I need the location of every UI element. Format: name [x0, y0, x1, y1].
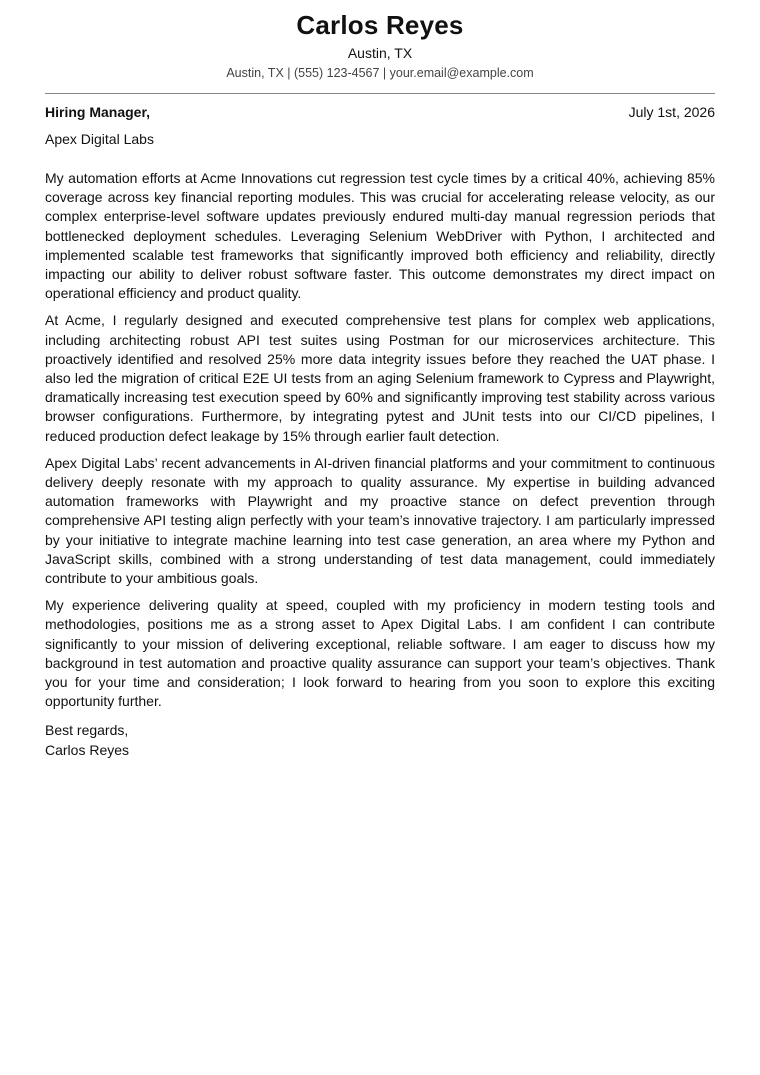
recipient-name: Hiring Manager,	[45, 104, 151, 120]
header-divider	[45, 93, 715, 94]
applicant-contact: Austin, TX | (555) 123-4567 | your.email@example.com	[226, 66, 534, 80]
letter-closing	[45, 721, 715, 759]
body-paragraph: My experience delivering quality at speed, coupled with my proficiency in modern testing tools and methodologies, positions me as a strong asset to Apex Digital Labs. I am confident I can contribute significantly to your mission of delivering exceptional, reliable software. I am eager to discuss how my background in test automation and proactive quality assurance can support your team’s objectives. Thank you for your time and consideration; I look forward to hearing from you soon to explore this exciting opportunity further.	[45, 597, 715, 710]
recipient-company: Apex Digital Labs	[45, 131, 154, 147]
body-paragraph: At Acme, I regularly designed and executed comprehensive test plans for complex web applications, including architecting robust API test suites using Postman for our microservices architecture. This proactively identified and resolved 25% more data integrity issues before they reached the UAT phase. I also led the migration of critical E2E UI tests from an aging Selenium framework to Cypress and Playwright, dramatically increasing test execution speed by 60% and significantly improving test stability across various browser configurations. Furthermore, by integrating pytest and JUnit tests into our CI/CD pipelines, I reduced production defect leakage by 15% through earlier fault detection.	[45, 312, 715, 444]
closing-salutation: Best regards,	[45, 722, 129, 739]
closing-signature: Carlos Reyes	[45, 741, 130, 758]
body-paragraph: Apex Digital Labs’ recent advancements in AI-driven financial platforms and your commitment to continuous delivery deeply resonate with my approach to quality assurance. My expertise in building advanced automation frameworks with Playwright and my proactive stance on defect prevention through comprehensive API testing align perfectly with your team’s innovative trajectory. I am particularly impressed by your initiative to integrate machine learning into test case generation, an area where my Python and JavaScript skills, combined with a strong understanding of test data management, could immediately contribute to your ambitious goals.	[45, 454, 715, 587]
letter-body	[45, 169, 715, 711]
cover-letter-page	[45, 0, 715, 760]
applicant-city: Austin, TX	[347, 45, 413, 61]
applicant-name: Carlos Reyes	[296, 10, 464, 40]
letter-date: July 1st, 2026	[628, 104, 715, 120]
body-paragraph: My automation efforts at Acme Innovations cut regression test cycle times by a critical 40%, achieving 85% coverage across key financial reporting modules. This was crucial for accelerating release velocity, as our complex enterprise-level software updates previously endured multi-day manual regression periods that bottlenecked deployment schedules. Leveraging Selenium WebDriver with Python, I architected and implemented scalable test frameworks that significantly improved both efficiency and reliability, directly impacting our ability to deliver robust software faster. This outcome demonstrates my direct impact on operational efficiency and product quality.	[45, 170, 715, 302]
recipient-date-row	[45, 102, 715, 122]
